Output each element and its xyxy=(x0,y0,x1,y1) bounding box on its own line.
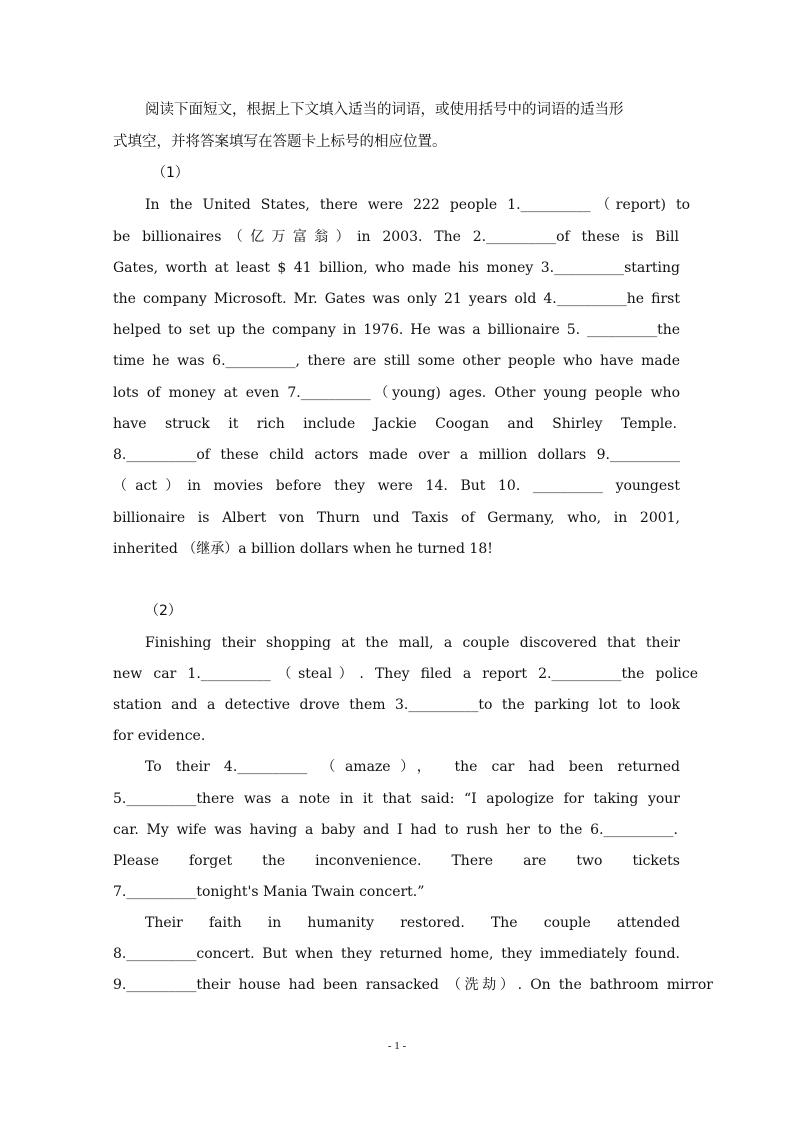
passage-2-line: Please forget the inconvenience. There are two tickets xyxy=(113,853,680,869)
passage-1-line: Gates, worth at least $ 41 billion, who made his money 3.__________starting xyxy=(113,260,680,276)
passage-2-line: 7.__________tonight's Mania Twain concert.” xyxy=(113,884,425,900)
passage-2-line: Finishing their shopping at the mall, a couple discovered that their xyxy=(145,635,680,651)
passage-1-line: time he was 6.__________, there are still some other people who have made xyxy=(113,353,680,369)
passage-2-line: To their 4.__________ （amaze）， the car had been returned xyxy=(145,759,680,775)
passage-1-line: 8.__________of these child actors made over a million dollars 9.__________ xyxy=(113,447,680,463)
passage-1-line: lots of money at even 7.__________（young) ages. Other young people who xyxy=(113,385,680,401)
passage-2-line: 8.__________concert. But when they returned home, they immediately found. xyxy=(113,946,680,962)
passage-2-line: 9.__________their house had been ransacked （洗劫）. On the bathroom mirror xyxy=(113,977,713,993)
passage-2-line: for evidence. xyxy=(113,728,206,744)
passage-2-line: 5.__________there was a note in it that said: “I apologize for taking your xyxy=(113,791,680,807)
passage-1-line: （act）in movies before they were 14. But 10. __________ youngest xyxy=(113,478,680,494)
passage-1-line: be billionaires（亿万富翁）in 2003. The 2.__________of these is Bill xyxy=(113,229,679,245)
passage-1-line: the company Microsoft. Mr. Gates was only 21 years old 4.__________he first xyxy=(113,291,680,307)
passage-1-line: have struck it rich include Jackie Coogan and Shirley Temple. xyxy=(113,416,677,432)
passage-1-line: inherited （继承）a billion dollars when he turned 18! xyxy=(113,541,493,557)
passage-2-line: Their faith in humanity restored. The couple attended xyxy=(145,915,680,931)
page-number: - 1 - xyxy=(387,1040,407,1052)
passage-1-line: billionaire is Albert von Thurn und Taxis of Germany, who, in 2001, xyxy=(113,510,680,526)
instruction-line-2: 式填空，并将答案填写在答题卡上标号的相应位置。 xyxy=(113,134,447,150)
instruction-line-1: 阅读下面短文，根据上下文填入适当的词语，或使用括号中的词语的适当形 xyxy=(145,102,624,118)
passage-2-line: car. My wife was having a baby and I had to rush her to the 6.__________. xyxy=(113,822,678,838)
passage-1-line: helped to set up the company in 1976. He was a billionaire 5. __________the xyxy=(113,322,680,338)
passage-2-line: new car 1.__________（steal）. They filed a report 2.__________the police xyxy=(113,666,698,682)
passage-1-line: In the United States, there were 222 people 1.__________（report) to xyxy=(145,197,690,213)
passage-2-line: station and a detective drove them 3.__________to the parking lot to look xyxy=(113,697,680,713)
section-2-label: （2） xyxy=(145,603,182,619)
section-1-label: （1） xyxy=(152,165,189,181)
